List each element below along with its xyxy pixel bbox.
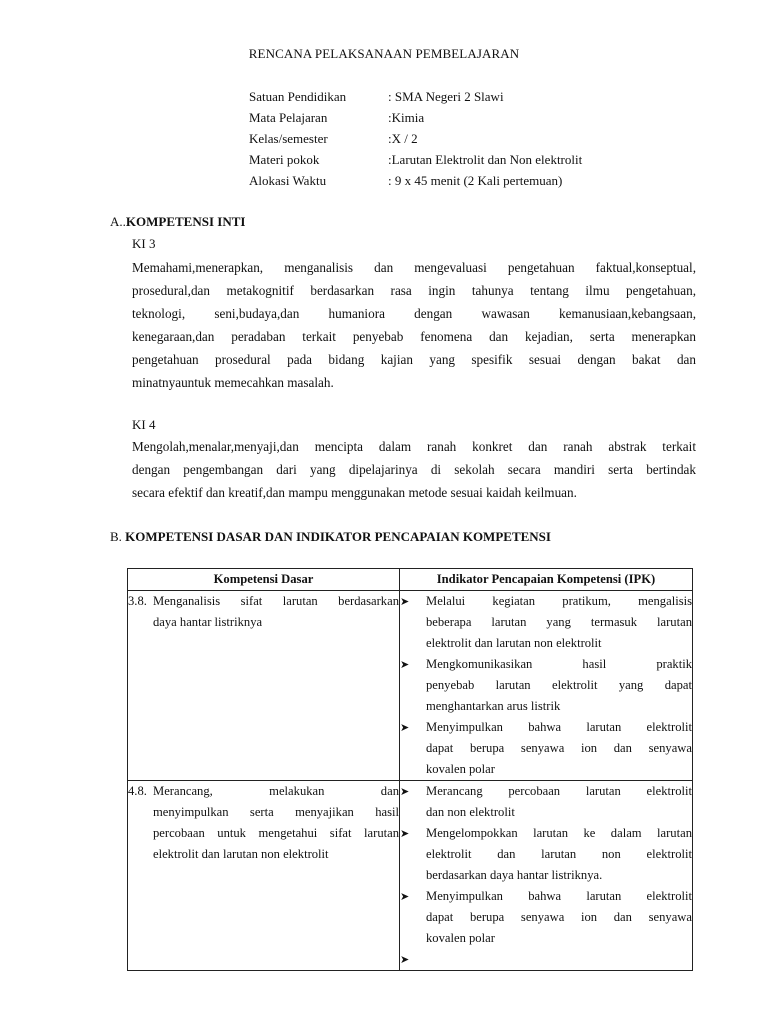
kd-line: Merancang, melakukan dan — [153, 784, 399, 798]
indicator-line: Mengkomunikasikan hasil praktik — [426, 657, 692, 671]
info-label: Materi pokok — [249, 152, 320, 167]
kd-line: menyimpulkan serta menyajikan hasil — [153, 805, 399, 819]
kd-entry — [128, 781, 399, 865]
indicator-text — [426, 717, 692, 780]
arrowhead-bullet-icon: ➤ — [400, 785, 410, 798]
paragraph-line: Mengolah,menalar,menyaji,dan mencipta dalam ranah konkret dan ranah abstrak terkait — [132, 439, 696, 454]
table-header: Indikator Pencapaian Kompetensi (IPK) — [400, 569, 693, 591]
indicator-line: beberapa larutan yang termasuk larutan — [426, 615, 692, 629]
competency-table — [127, 568, 693, 971]
indicator-line: penyebab larutan elektrolit yang dapat — [426, 678, 692, 692]
info-value: :X / 2 — [388, 131, 418, 146]
info-row — [249, 173, 582, 194]
indicator-item — [400, 591, 692, 654]
page-title: RENCANA PELAKSANAAN PEMBELAJARAN — [248, 46, 520, 61]
indicator-line — [426, 949, 692, 970]
indicator-item — [400, 949, 692, 970]
indicator-line: Menyimpulkan bahwa larutan elektrolit — [426, 720, 692, 734]
arrowhead-bullet-icon: ➤ — [400, 953, 410, 966]
arrowhead-bullet-icon: ➤ — [400, 721, 410, 734]
indicator-line: elektrolit dan larutan non elektrolit — [426, 847, 692, 861]
indicator-cell — [400, 781, 693, 971]
indicator-item — [400, 886, 692, 949]
section-a-heading — [110, 214, 245, 230]
kd-number: 3.8. — [128, 594, 147, 608]
paragraph-line: teknologi, seni,budaya,dan humaniora dengan wawasan kemanusiaan,kebangsaan, — [132, 306, 696, 321]
info-value: : 9 x 45 menit (2 Kali pertemuan) — [388, 173, 563, 188]
indicator-line: Merancang percobaan larutan elektrolit — [426, 784, 692, 798]
indicator-line: berdasarkan daya hantar listriknya. — [426, 868, 603, 882]
paragraph-line: prosedural,dan metakognitif berdasarkan rasa ingin tahunya tentang ilmu pengetahuan, — [132, 283, 696, 298]
info-label: Mata Pelajaran — [249, 110, 328, 125]
info-label: Kelas/semester — [249, 131, 328, 146]
indicator-line: elektrolit dan larutan non elektrolit — [426, 636, 602, 650]
indicator-line: dan non elektrolit — [426, 805, 515, 819]
indicator-line: Menyimpulkan bahwa larutan elektrolit — [426, 889, 692, 903]
paragraph-line: kenegaraan,dan peradaban terkait penyebab fenomena dan kejadian, serta menerapkan — [132, 329, 696, 344]
section-a-title: KOMPETENSI INTI — [125, 214, 246, 229]
info-row — [249, 110, 582, 131]
indicator-text — [426, 886, 692, 949]
indicator-item — [400, 717, 692, 780]
indicator-line: dapat berupa senyawa ion dan senyawa — [426, 741, 692, 755]
arrowhead-bullet-icon: ➤ — [400, 658, 410, 671]
indicator-item — [400, 781, 692, 823]
ki4-paragraph — [132, 435, 696, 504]
info-row — [249, 131, 582, 152]
kd-entry — [128, 591, 399, 633]
indicator-text — [426, 823, 692, 886]
indicator-line: kovalen polar — [426, 931, 495, 945]
info-label: Satuan Pendidikan — [249, 89, 347, 104]
paragraph-line: dengan pengembangan dari yang dipelajarinya di sekolah secara mandiri serta bertindak — [132, 462, 696, 477]
indicator-cell — [400, 591, 693, 781]
ki3-paragraph — [132, 256, 696, 394]
indicator-text — [426, 781, 692, 823]
info-label: Alokasi Waktu — [249, 173, 327, 188]
kd-cell — [128, 591, 400, 781]
kd-cell — [128, 781, 400, 971]
paragraph-line: minatnyauntuk memecahkan masalah. — [132, 375, 334, 390]
table-header-row — [128, 569, 693, 591]
indicator-text — [426, 591, 692, 654]
kd-number: 4.8. — [128, 784, 147, 798]
ki3-title: KI 3 — [132, 236, 156, 251]
indicator-item — [400, 823, 692, 886]
section-b-heading — [110, 529, 551, 545]
section-a-prefix: A.. — [110, 214, 126, 229]
indicator-line: kovalen polar — [426, 762, 495, 776]
table-row — [128, 781, 693, 971]
indicator-line: menghantarkan arus listrik — [426, 699, 561, 713]
indicator-item — [400, 654, 692, 717]
kd-text — [153, 591, 399, 633]
info-value: :Kimia — [388, 110, 425, 125]
indicator-line: Mengelompokkan larutan ke dalam larutan — [426, 826, 692, 840]
kd-line: Menganalisis sifat larutan berdasarkan — [153, 594, 399, 608]
table-header: Kompetensi Dasar — [128, 569, 400, 591]
indicator-line: dapat berupa senyawa ion dan senyawa — [426, 910, 692, 924]
table-row — [128, 591, 693, 781]
section-b-title: KOMPETENSI DASAR DAN INDIKATOR PENCAPAIAN KOMPETENSI — [125, 529, 551, 544]
indicator-text — [426, 949, 692, 970]
arrowhead-bullet-icon: ➤ — [400, 595, 410, 608]
kd-line: daya hantar listriknya — [153, 615, 263, 629]
kd-line: elektrolit dan larutan non elektrolit — [153, 847, 329, 861]
info-row — [249, 89, 582, 110]
section-b-prefix: B. — [110, 529, 126, 544]
identity-block — [249, 89, 582, 194]
paragraph-line: pengetahuan prosedural pada bidang kajian yang spesifik sesuai dengan bakat dan — [132, 352, 696, 367]
kd-text — [153, 781, 399, 865]
indicator-line: Melalui kegiatan pratikum, mengalisis — [426, 594, 692, 608]
arrowhead-bullet-icon: ➤ — [400, 827, 410, 840]
kd-line: percobaan untuk mengetahui sifat larutan — [153, 826, 399, 840]
info-row — [249, 152, 582, 173]
info-value: : SMA Negeri 2 Slawi — [388, 89, 504, 104]
paragraph-line: Memahami,menerapkan, menganalisis dan mengevaluasi pengetahuan faktual,konseptual, — [132, 260, 696, 275]
arrowhead-bullet-icon: ➤ — [400, 890, 410, 903]
info-value: :Larutan Elektrolit dan Non elektrolit — [388, 152, 583, 167]
ki4-title: KI 4 — [132, 417, 156, 432]
paragraph-line: secara efektif dan kreatif,dan mampu menggunakan metode sesuai kaidah keilmuan. — [132, 485, 577, 500]
indicator-text — [426, 654, 692, 717]
